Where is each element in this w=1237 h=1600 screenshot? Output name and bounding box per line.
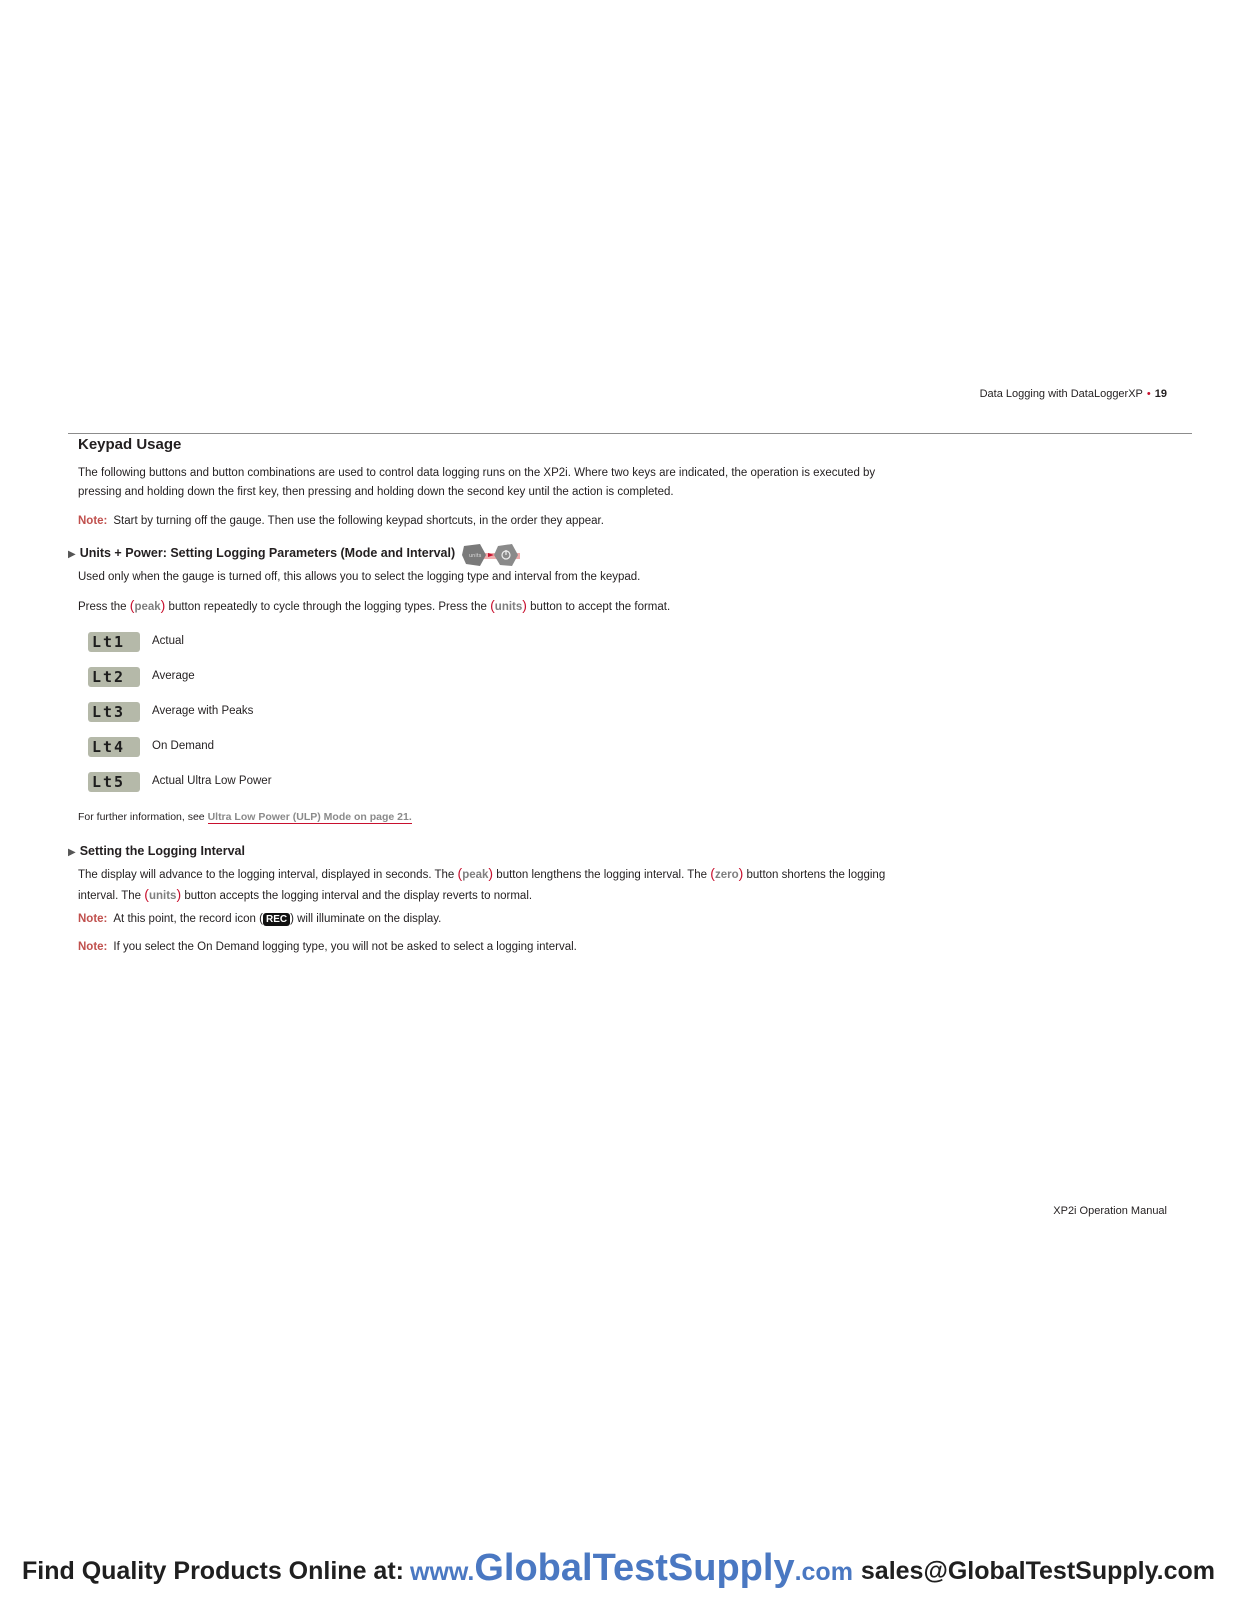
text-fragment: The display will advance to the logging interval, displayed in seconds. The	[78, 869, 455, 881]
note-label: Note:	[78, 515, 108, 527]
text-fragment: For further information, see	[78, 811, 205, 823]
section-heading-text: Setting the Logging Interval	[79, 844, 245, 858]
section-logging-interval-heading	[68, 844, 245, 858]
note-record-icon	[78, 910, 918, 929]
text-fragment: button accepts the logging interval and the display reverts to normal.	[184, 890, 533, 902]
section-units-power-desc: Used only when the gauge is turned off, this allows you to select the logging type and interval from the keypad.	[78, 571, 641, 583]
note-start	[78, 512, 918, 531]
text-fragment: Press the	[78, 601, 127, 613]
banner-site: GlobalTestSupply	[474, 1547, 795, 1589]
units-power-key-icons	[462, 544, 530, 566]
text-fragment: button shortens the logging interval. The	[78, 869, 886, 902]
logging-type-on-demand: On Demand	[152, 740, 215, 752]
triangle-bullet-icon: ▶	[68, 847, 76, 858]
note-on-demand	[78, 938, 918, 957]
running-header	[980, 388, 1167, 400]
lcd-lt2: Lt2	[88, 667, 140, 687]
logging-interval-paragraph: The display will advance to the logging interval, displayed in seconds. The (peak) button lengthens the logging interval. The (zero) button shortens the logging interval. The (units) button accepts the logging interval and the display reverts to normal.	[78, 865, 886, 902]
text-fragment: button to accept the format.	[530, 601, 671, 613]
further-info	[78, 808, 918, 827]
header-rule	[68, 433, 1192, 434]
banner-email[interactable]: sales@GlobalTestSupply.com	[860, 1557, 1215, 1585]
lcd-lt5: Lt5	[88, 772, 140, 792]
units-button-label: units	[148, 890, 177, 902]
note-label: Note:	[78, 913, 108, 925]
note-text: Start by turning off the gauge. Then use the following keypad shortcuts, in the order they appear.	[113, 515, 604, 527]
text-fragment: ) will illuminate on the display.	[290, 913, 442, 925]
logging-type-actual: Actual	[152, 635, 184, 647]
lcd-lt3: Lt3	[88, 702, 140, 722]
triangle-bullet-icon: ▶	[68, 549, 76, 560]
page-number: 19	[1154, 388, 1167, 400]
logging-type-ulp: Actual Ultra Low Power	[152, 775, 272, 787]
rec-icon: REC	[263, 913, 290, 926]
section-heading-text: Units + Power: Setting Logging Parameters (Mode and Interval)	[79, 546, 456, 560]
peak-button-label: peak	[462, 869, 489, 881]
bullet-icon: •	[1146, 388, 1151, 400]
text-fragment: button repeatedly to cycle through the logging types. Press the	[168, 601, 487, 613]
text-fragment: If you select the On Demand logging type, you will not be asked to select a logging interval.	[113, 941, 577, 953]
text-fragment: At this point, the record icon (	[113, 913, 263, 925]
ulp-mode-link[interactable]: Ultra Low Power (ULP) Mode on page 21.	[207, 811, 412, 823]
section-units-power-heading	[68, 546, 455, 560]
promo-banner	[0, 1545, 1237, 1595]
peak-button-label: peak	[134, 601, 161, 613]
section-title: Data Logging with DataLoggerXP	[979, 388, 1143, 400]
banner-www: www.	[410, 1558, 475, 1586]
lcd-lt4: Lt4	[88, 737, 140, 757]
page-title: Keypad Usage	[78, 436, 182, 453]
svg-text:units: units	[469, 553, 482, 559]
banner-website[interactable]	[410, 1547, 853, 1590]
banner-tagline: Find Quality Products Online at:	[22, 1557, 404, 1585]
note-label: Note:	[78, 941, 108, 953]
lcd-lt1: Lt1	[88, 632, 140, 652]
logging-type-average: Average	[152, 670, 195, 682]
peak-units-instructions: Press the (peak) button repeatedly to cycle through the logging types. Press the (units) button to accept the format.	[78, 597, 671, 613]
intro-paragraph: The following buttons and button combinations are used to control data logging runs on the XP2i. Where two keys are indicated, the operation is executed by pressing and holding down the first key, then pressing and holding down the second key until the action is completed.	[78, 467, 876, 498]
units-button-label: units	[494, 601, 523, 613]
manual-footer: XP2i Operation Manual	[1053, 1205, 1167, 1217]
logging-type-average-peaks: Average with Peaks	[152, 705, 254, 717]
banner-com: .com	[794, 1558, 853, 1586]
zero-button-label: zero	[714, 869, 739, 881]
text-fragment: button lengthens the logging interval. The	[496, 869, 708, 881]
